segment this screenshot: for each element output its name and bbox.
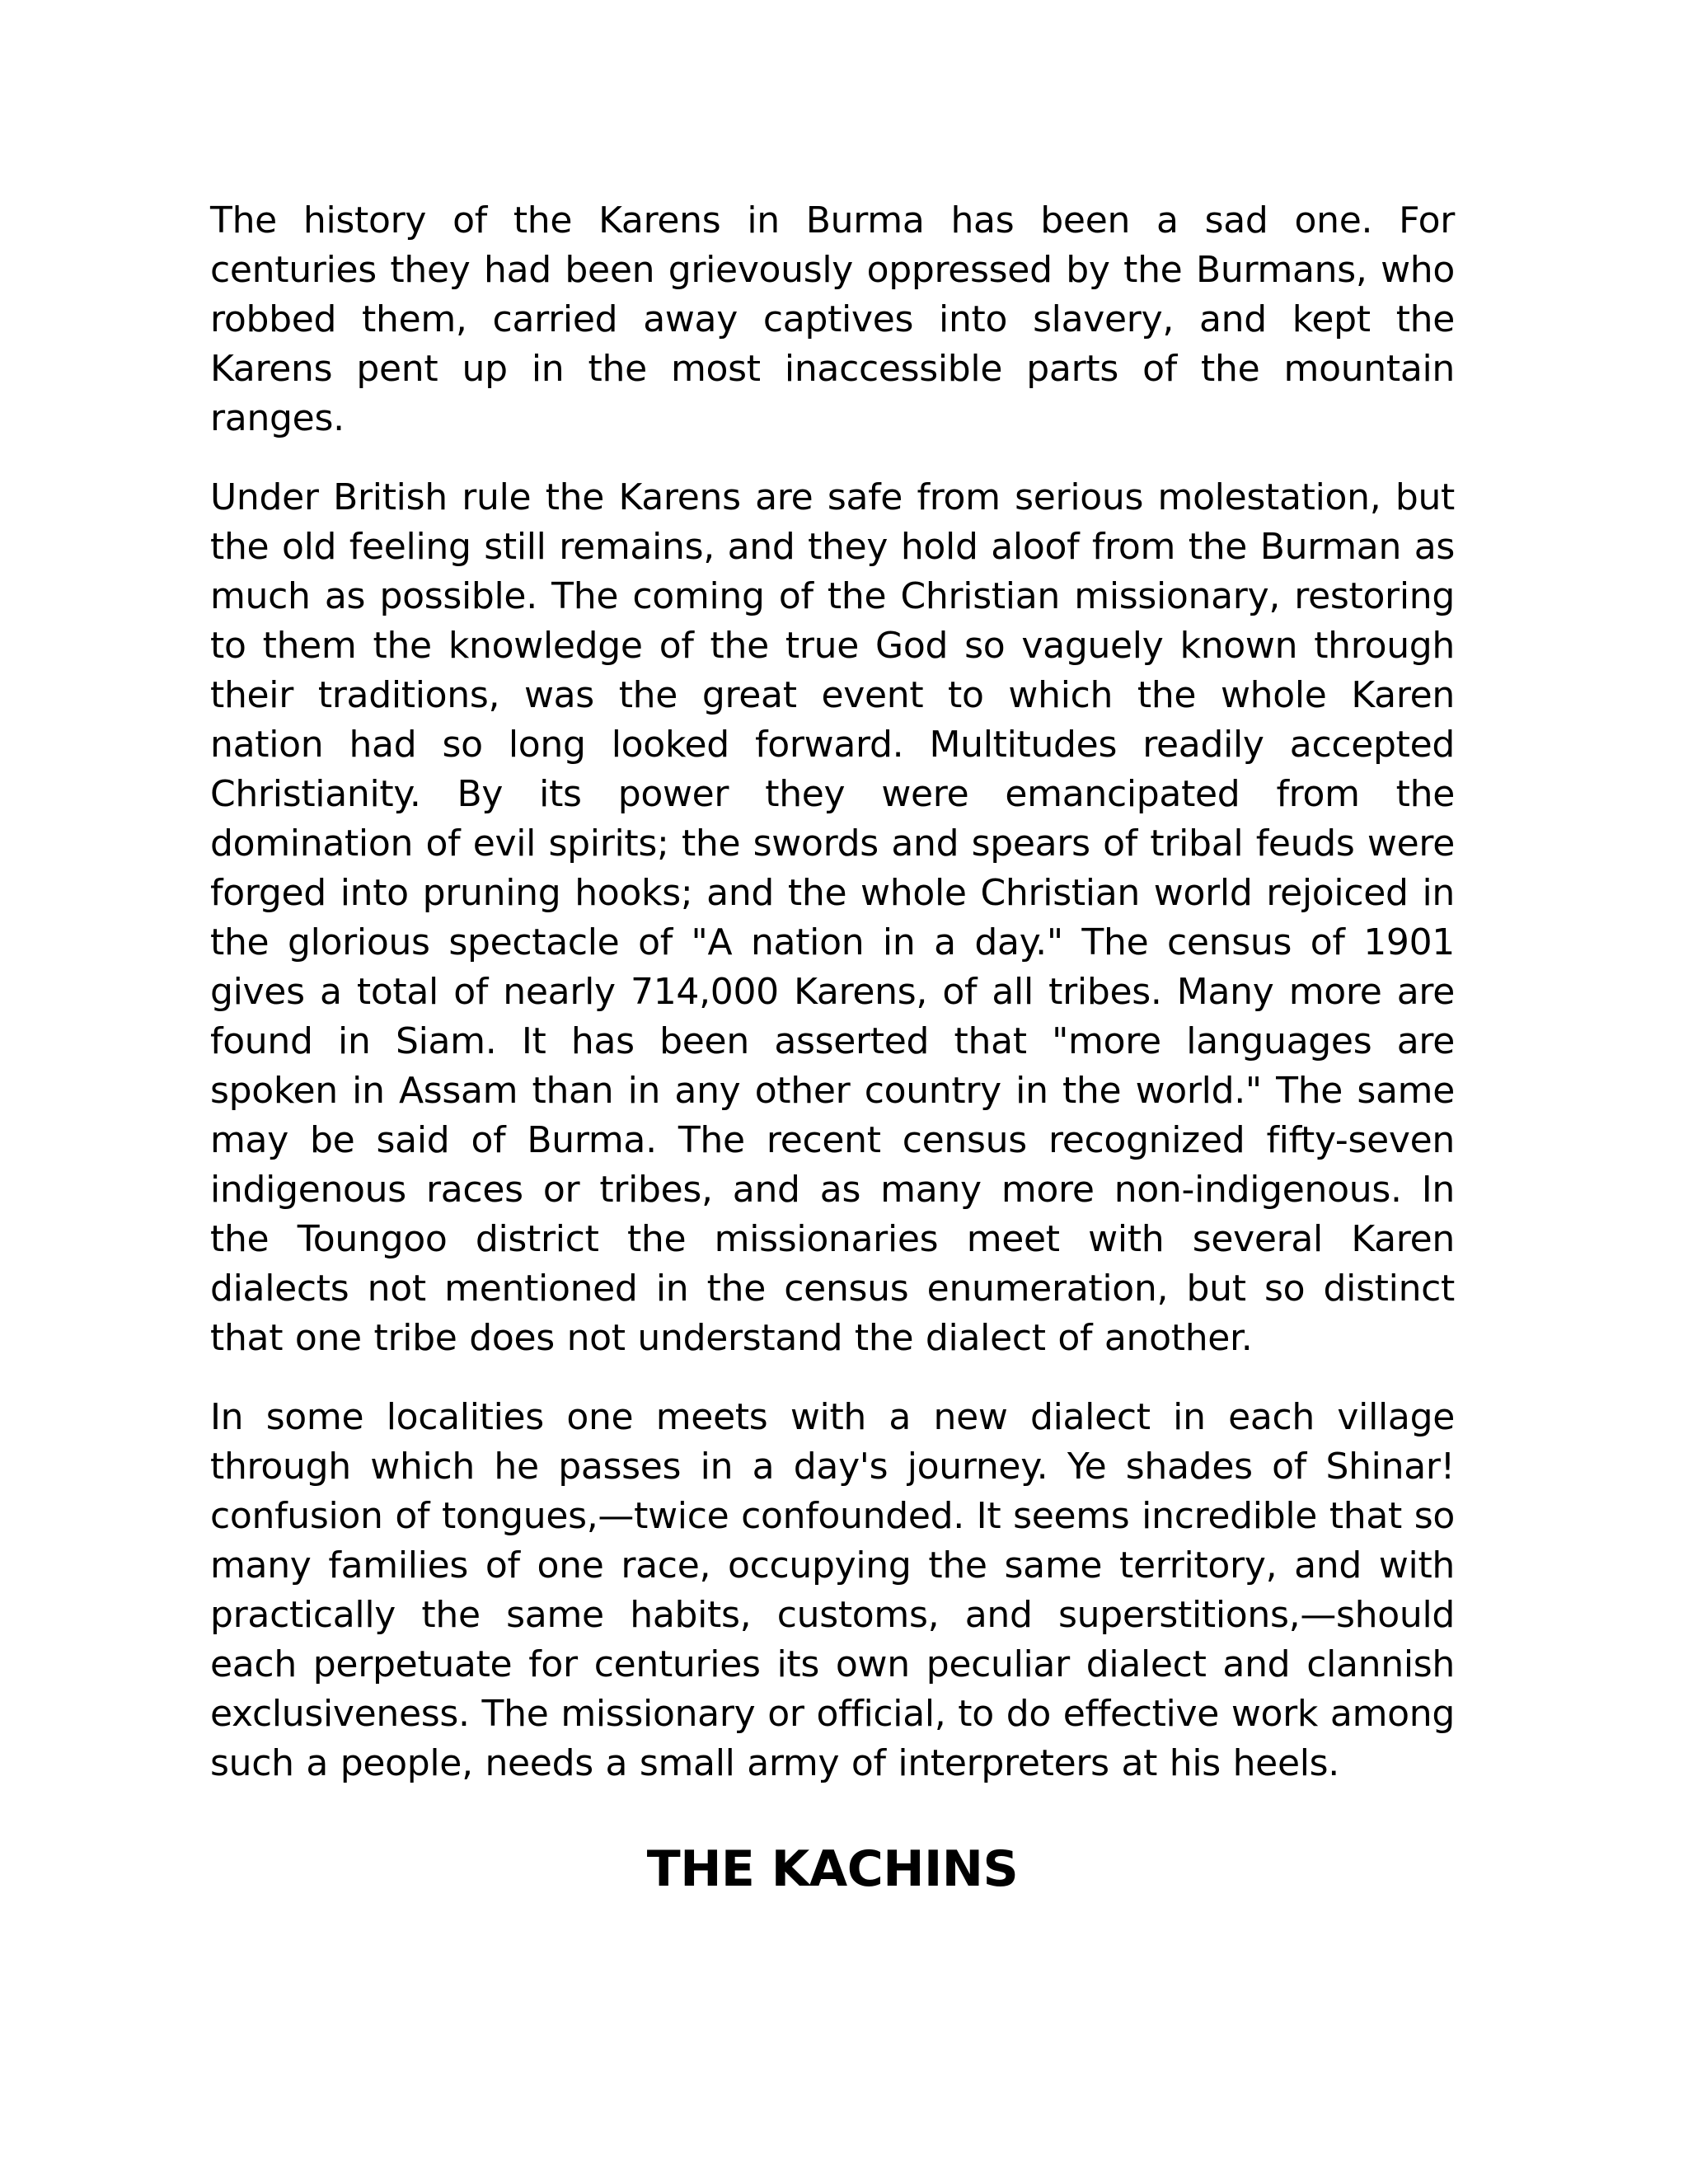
paragraph-karen-history: The history of the Karens in Burma has been a sad one. For centuries they had been grievously oppressed by the Burmans, who robbed them, carried away captives into slavery, and kept the Karens pent up in the most inaccessible parts of the mountain ranges.	[210, 199, 1455, 439]
paragraph-dialects: In some localities one meets with a new dialect in each village through which he passes in a day's journey. Ye shades of Shinar! confusion of tongues,—twice confounded. It seems incredible that so many families of one race, occupying the same territory, and with practically the same habits, customs, and superstitions,—should each perpetuate for centuries its own peculiar dialect and clannish exclusiveness. The missionary or official, to do effective work among such a people, needs a small army of interpreters at his heels.	[210, 1396, 1455, 1784]
section-heading: THE KACHINS	[646, 1840, 1019, 1898]
paragraph-british-rule: Under British rule the Karens are safe from serious molestation, but the old feeling still remains, and they hold aloof from the Burman as much as possible. The coming of the Christian missionary, restoring to them the knowledge of the true God so vaguely known through their traditions, was the great event to which the whole Karen nation had so long looked forward. Multitudes readily accepted Christianity. By its power they were emancipated from the domination of evil spirits; the swords and spears of tribal feuds were forged into pruning hooks; and the whole Christian world rejoiced in the glorious spectacle of "A nation in a day." The census of 1901 gives a total of nearly 714,000 Karens, of all tribes. Many more are found in Siam. It has been asserted that "more languages are spoken in Assam than in any other country in the world." The same may be said of Burma. The recent census recognized fifty-seven indigenous races or tribes, and as many more non-indigenous. In the Toungoo district the missionaries meet with several Karen dialects not mentioned in the census enumeration, but so distinct that one tribe does not understand the dialect of another.	[210, 476, 1455, 1359]
document-page	[210, 196, 1455, 1899]
